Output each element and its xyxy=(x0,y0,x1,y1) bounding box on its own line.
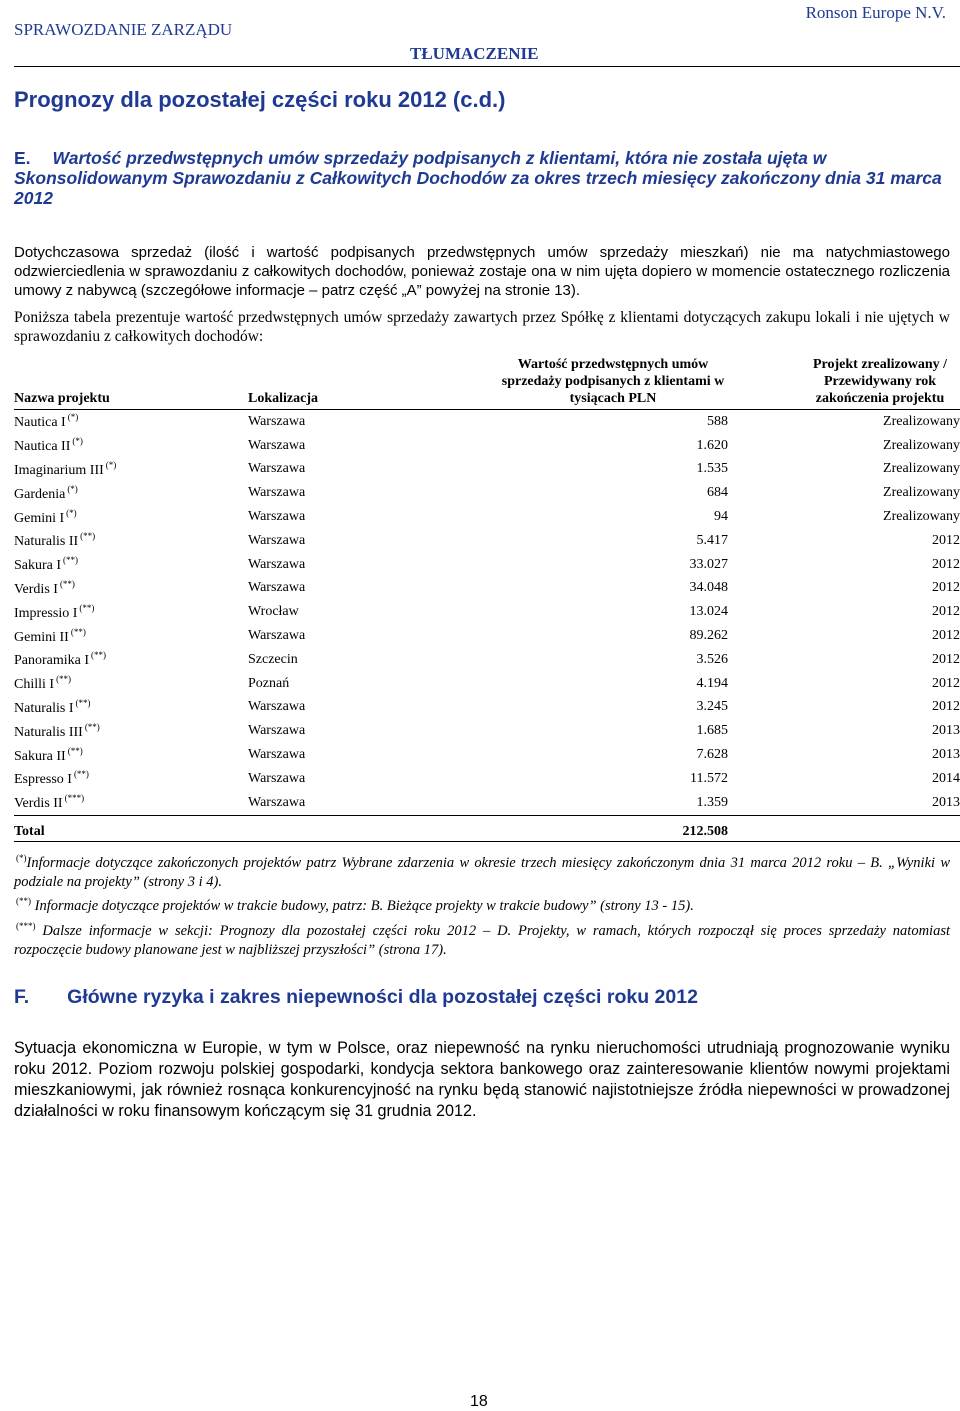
value-cell: 5.417 xyxy=(696,532,728,548)
project-name: Sakura II xyxy=(14,748,66,764)
project-name: Impressio I xyxy=(14,605,78,621)
location-cell: Warszawa xyxy=(248,532,306,548)
value-cell: 94 xyxy=(714,509,728,525)
footnote-marker: (**) xyxy=(80,531,96,542)
value-cell: 1.359 xyxy=(696,794,728,810)
project-name-cell xyxy=(14,505,248,529)
footnote-marker: (*) xyxy=(67,412,79,423)
section-f-title: Główne ryzyka i zakres niepewności dla pozostałej części roku 2012 xyxy=(67,986,698,1008)
section-f-paragraph: Sytuacja ekonomiczna w Europie, w tym w Polsce, oraz niepewność na rynku nieruchomości utrudniają prognozowanie wyniku roku 2012. Poziom rozwoju polskiej gospodarki, kondycja sektora bankowego oraz zainteresowanie klientów nowymi projektami mieszkaniowymi, jak również rosnąca konkurencyjność na rynku będą stanowić najistotniejsze źródła niepewności w prowadzonej działalności w roku finansowym kończącym się 31 grudnia 2012. xyxy=(14,1039,950,1120)
project-name-cell xyxy=(14,458,248,482)
value-cell: 684 xyxy=(707,485,728,501)
section-e-letter: E. xyxy=(14,148,31,168)
project-name: Chilli I xyxy=(14,677,55,693)
project-name-cell xyxy=(14,672,248,696)
footnote-marker: (**) xyxy=(84,721,100,732)
section-e-paragraph-2: Poniższa tabela prezentuje wartość przedwstępnych umów sprzedaży zawartych przez Spółkę z klientami dotyczących zakupu lokali i nie ujętych w sprawozdaniu z całkowitych dochodów: xyxy=(14,309,950,345)
value-cell: 588 xyxy=(707,413,728,429)
project-name: Sakura I xyxy=(14,558,62,574)
footnote-marker: (***) xyxy=(64,793,85,804)
project-name: Espresso I xyxy=(14,772,72,788)
footnote-marker: (*) xyxy=(105,459,117,470)
project-name: Panoramika I xyxy=(14,653,90,669)
footnote-marker: (**) xyxy=(63,555,79,566)
footnote-3-text: Dalsze informacje w sekcji: Prognozy dla pozostałej części roku 2012 – D. Projekty, w ramach, których rozpoczął się proces sprzedaży natomiast rozpoczęcie budowy planowane jest w najbliższej przyszłości” (strona 17). xyxy=(14,923,950,958)
table-row xyxy=(14,696,960,720)
location-cell: Warszawa xyxy=(248,461,306,477)
status-cell: 2012 xyxy=(932,675,960,691)
value-cell: 13.024 xyxy=(689,604,728,620)
footnote-3 xyxy=(14,917,950,960)
status-cell: 2012 xyxy=(932,651,960,667)
table-row xyxy=(14,529,960,553)
project-name: Gardenia xyxy=(14,486,66,502)
project-name-cell xyxy=(14,577,248,601)
table-row xyxy=(14,481,960,505)
table-row xyxy=(14,791,960,815)
location-cell: Warszawa xyxy=(248,485,306,501)
status-cell: Zrealizowany xyxy=(883,509,960,525)
table-row xyxy=(14,577,960,601)
value-cell: 1.620 xyxy=(696,437,728,453)
footnote-marker: (**) xyxy=(73,769,89,780)
footnote-2-text: Informacje dotyczące projektów w trakcie budowy, patrz: B. Bieżące projekty w trakcie budowy” (strony 13 - 15). xyxy=(34,898,694,914)
location-cell: Warszawa xyxy=(248,794,306,810)
project-name: Gemini I xyxy=(14,510,65,526)
project-name-cell xyxy=(14,696,248,720)
value-cell: 3.526 xyxy=(696,651,728,667)
total-row xyxy=(14,815,960,841)
project-name-cell xyxy=(14,600,248,624)
location-cell: Warszawa xyxy=(248,723,306,739)
value-cell: 7.628 xyxy=(696,747,728,763)
header-project-name: Nazwa projektu xyxy=(14,391,110,406)
location-cell: Warszawa xyxy=(248,437,306,453)
project-name-cell xyxy=(14,743,248,767)
location-cell: Wrocław xyxy=(248,604,299,620)
location-cell: Warszawa xyxy=(248,770,306,786)
status-cell: Zrealizowany xyxy=(883,413,960,429)
location-cell: Warszawa xyxy=(248,747,306,763)
table-row xyxy=(14,505,960,529)
value-cell: 1.685 xyxy=(696,723,728,739)
footnote-2 xyxy=(14,892,950,916)
section-f-heading xyxy=(14,986,698,1009)
status-cell: 2013 xyxy=(932,794,960,810)
table-row xyxy=(14,410,960,434)
location-cell: Warszawa xyxy=(248,509,306,525)
footnote-2-mark: (**) xyxy=(16,896,31,906)
footnote-marker: (**) xyxy=(59,578,75,589)
footnote-marker: (**) xyxy=(56,674,72,685)
project-name-cell xyxy=(14,767,248,791)
footnote-3-mark: (***) xyxy=(16,921,36,931)
footnote-marker: (*) xyxy=(72,436,83,447)
header-center: TŁUMACZENIE xyxy=(410,44,539,63)
location-cell: Poznań xyxy=(248,675,290,691)
table-row xyxy=(14,434,960,458)
footnote-1-mark: (*) xyxy=(16,853,27,863)
section-e-heading xyxy=(14,148,950,208)
location-cell: Warszawa xyxy=(248,628,306,644)
value-cell: 89.262 xyxy=(689,628,728,644)
project-name-cell xyxy=(14,553,248,577)
table-row xyxy=(14,672,960,696)
section-e-paragraph-1: Dotychczasowa sprzedaż (ilość i wartość podpisanych przedwstępnych umów sprzedaży mieszkań) nie ma natychmiastowego odzwierciedlenia w sprawozdaniu z całkowitych dochodów, ponieważ zostaje ona w nim ujęta dopiero w momencie ostatecznego rozliczenia umowy z nabywcą (szczegółowe informacje – patrz część „A” powyżej na stronie 13). xyxy=(14,244,950,299)
table-row xyxy=(14,648,960,672)
footnote-marker: (*) xyxy=(67,483,78,494)
project-name: Nautica II xyxy=(14,439,71,455)
header-divider xyxy=(14,66,960,67)
status-cell: 2012 xyxy=(932,628,960,644)
project-name-cell xyxy=(14,434,248,458)
project-name: Imaginarium III xyxy=(14,462,104,478)
project-name-cell xyxy=(14,648,248,672)
section-f-letter: F. xyxy=(14,986,30,1008)
total-value: 212.508 xyxy=(488,815,728,841)
page-title: Prognozy dla pozostałej części roku 2012 (c.d.) xyxy=(14,87,506,112)
location-cell: Warszawa xyxy=(248,413,306,429)
location-cell: Szczecin xyxy=(248,651,298,667)
footnote-marker: (**) xyxy=(70,626,86,637)
location-cell: Warszawa xyxy=(248,699,306,715)
contracts-table xyxy=(14,356,960,842)
project-name-cell xyxy=(14,481,248,505)
project-name-cell xyxy=(14,529,248,553)
header-location: Lokalizacja xyxy=(248,391,318,406)
footnote-marker: (**) xyxy=(91,650,107,661)
status-cell: 2012 xyxy=(932,604,960,620)
table-row xyxy=(14,767,960,791)
status-cell: 2013 xyxy=(932,747,960,763)
footnote-1 xyxy=(14,849,950,892)
footnote-1-text: Informacje dotyczące zakończonych projektów patrz Wybrane zdarzenia w okresie trzech miesięcy zakończonym dnia 31 marca 2012 roku – B. „Wyniki w podziale na projekty” (strony 3 i 4). xyxy=(14,855,950,890)
project-name: Naturalis III xyxy=(14,724,83,740)
table-row xyxy=(14,553,960,577)
table-row xyxy=(14,624,960,648)
project-name-cell xyxy=(14,410,248,434)
total-label: Total xyxy=(14,815,248,841)
header-right: Ronson Europe N.V. xyxy=(805,3,946,22)
status-cell: 2012 xyxy=(932,699,960,715)
status-cell: 2012 xyxy=(932,532,960,548)
project-name-cell xyxy=(14,719,248,743)
value-cell: 33.027 xyxy=(689,556,728,572)
project-name-cell xyxy=(14,791,248,815)
status-cell: 2012 xyxy=(932,556,960,572)
table-row xyxy=(14,719,960,743)
status-cell: 2013 xyxy=(932,723,960,739)
value-cell: 34.048 xyxy=(689,580,728,596)
header-left: SPRAWOZDANIE ZARZĄDU xyxy=(14,20,233,39)
value-cell: 11.572 xyxy=(690,770,728,786)
project-name: Gemini II xyxy=(14,629,69,645)
project-name: Nautica I xyxy=(14,415,66,431)
header-status: Projekt zrealizowany / Przewidywany rok zakończenia projektu xyxy=(812,357,947,406)
table-row xyxy=(14,600,960,624)
page-number: 18 xyxy=(470,1393,488,1410)
footnote-marker: (**) xyxy=(75,697,91,708)
project-name: Naturalis I xyxy=(14,700,74,716)
status-cell: Zrealizowany xyxy=(883,437,960,453)
footnote-marker: (**) xyxy=(79,602,95,613)
project-name: Verdis I xyxy=(14,581,58,597)
table-row xyxy=(14,458,960,482)
value-cell: 4.194 xyxy=(696,675,728,691)
section-e-title: Wartość przedwstępnych umów sprzedaży podpisanych z klientami, która nie została ujęta w Skonsolidowanym Sprawozdaniu z Całkowitych Dochodów za okres trzech miesięcy zakończony dnia 31 marca 2012 xyxy=(14,148,942,208)
status-cell: Zrealizowany xyxy=(883,485,960,501)
status-cell: Zrealizowany xyxy=(883,461,960,477)
table-header-row xyxy=(14,356,960,410)
project-name-cell xyxy=(14,624,248,648)
status-cell: 2014 xyxy=(932,770,960,786)
footnote-marker: (**) xyxy=(67,745,83,756)
status-cell: 2012 xyxy=(932,580,960,596)
value-cell: 1.535 xyxy=(696,461,728,477)
footnote-marker: (*) xyxy=(66,507,77,518)
project-name: Verdis II xyxy=(14,796,63,812)
project-name: Naturalis II xyxy=(14,534,79,550)
value-cell: 3.245 xyxy=(696,699,728,715)
location-cell: Warszawa xyxy=(248,556,306,572)
header-value: Wartość przedwstępnych umów sprzedaży podpisanych z klientami w tysiącach PLN xyxy=(501,357,725,406)
table-row xyxy=(14,743,960,767)
location-cell: Warszawa xyxy=(248,580,306,596)
